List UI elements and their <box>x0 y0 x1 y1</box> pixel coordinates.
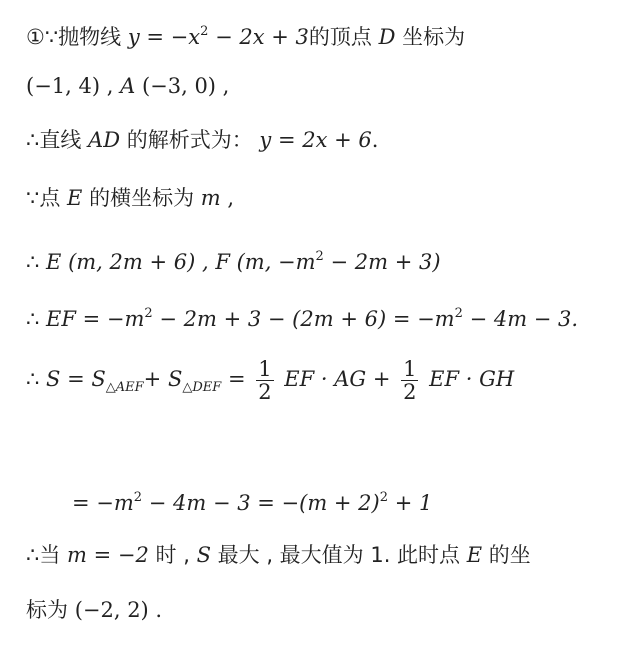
math: (m, −m <box>229 250 316 274</box>
fraction <box>401 358 418 403</box>
subscript: △AEF <box>105 380 144 395</box>
superscript: 2 <box>454 306 463 321</box>
math: − 4m − 3 = −(m + 2) <box>142 491 380 515</box>
text: , <box>100 74 121 98</box>
text: ∴当 <box>26 543 68 567</box>
math: E <box>46 250 62 274</box>
text: 最大 , 最大值为 1. 此时点 <box>210 543 467 567</box>
numerator: 1 <box>258 357 272 381</box>
math: EF <box>46 307 76 331</box>
math: m <box>200 186 221 210</box>
math: E <box>67 186 83 210</box>
math: AD <box>88 128 121 152</box>
line-10 <box>26 596 162 624</box>
math: − 4m − 3. <box>462 307 579 331</box>
line-7 <box>26 358 514 403</box>
text: ∴直线 <box>26 128 89 152</box>
fraction <box>256 358 273 403</box>
text: 的解析式为： <box>120 128 260 152</box>
text: ∵点 <box>26 186 68 210</box>
text: ①∵抛物线 <box>26 25 128 49</box>
text: , <box>220 186 235 210</box>
line-5 <box>26 243 441 276</box>
denominator: 2 <box>403 380 417 404</box>
math: + S <box>143 367 183 391</box>
denominator: 2 <box>258 380 272 404</box>
text: . <box>371 128 379 152</box>
text: 的顶点 <box>308 25 379 49</box>
math: (−3, 0) , <box>135 74 230 98</box>
math: = −m <box>75 307 145 331</box>
math: y = −x <box>127 25 201 49</box>
line-8 <box>72 484 432 517</box>
text: 的坐 <box>482 543 531 567</box>
math: (−1, 4) <box>26 74 101 98</box>
math: − 2m + 3) <box>323 250 441 274</box>
line-4 <box>26 184 234 212</box>
text: ∴ <box>26 367 47 391</box>
math: EF · GH <box>422 367 515 391</box>
math: m = −2 <box>67 543 149 567</box>
line-2 <box>26 72 229 100</box>
math: (−2, 2) <box>74 598 149 622</box>
superscript: 2 <box>133 490 143 505</box>
superscript: 2 <box>379 490 389 505</box>
math: + 1 <box>388 491 433 515</box>
numerator: 1 <box>403 357 417 381</box>
line-1 <box>26 18 465 51</box>
superscript: 2 <box>315 249 324 264</box>
math: (m, 2m + 6) , <box>61 250 216 274</box>
text: ∴ <box>26 250 47 274</box>
subscript: △DEF <box>182 380 222 395</box>
math: F <box>215 250 230 274</box>
text: 时 , <box>148 543 197 567</box>
text: ∴ <box>26 307 47 331</box>
text: . <box>148 598 163 622</box>
superscript: 2 <box>200 24 209 39</box>
math: EF · AG + <box>277 367 398 391</box>
math: S <box>196 543 211 567</box>
line-6 <box>26 300 578 333</box>
math: = <box>221 367 253 391</box>
math: D <box>378 25 396 49</box>
math: E <box>466 543 483 567</box>
text: 的横坐标为 <box>82 186 201 210</box>
text: 标为 <box>26 598 75 622</box>
math: = −m <box>72 491 134 515</box>
superscript: 2 <box>144 306 153 321</box>
math: − 2x + 3 <box>208 25 309 49</box>
text: 坐标为 <box>395 25 466 49</box>
math: y = 2x + 6 <box>259 128 372 152</box>
math: − 2m + 3 − (2m + 6) = −m <box>152 307 455 331</box>
line-9 <box>26 541 531 569</box>
line-3 <box>26 126 378 154</box>
math: S = S <box>46 367 106 391</box>
math: A <box>120 74 136 98</box>
